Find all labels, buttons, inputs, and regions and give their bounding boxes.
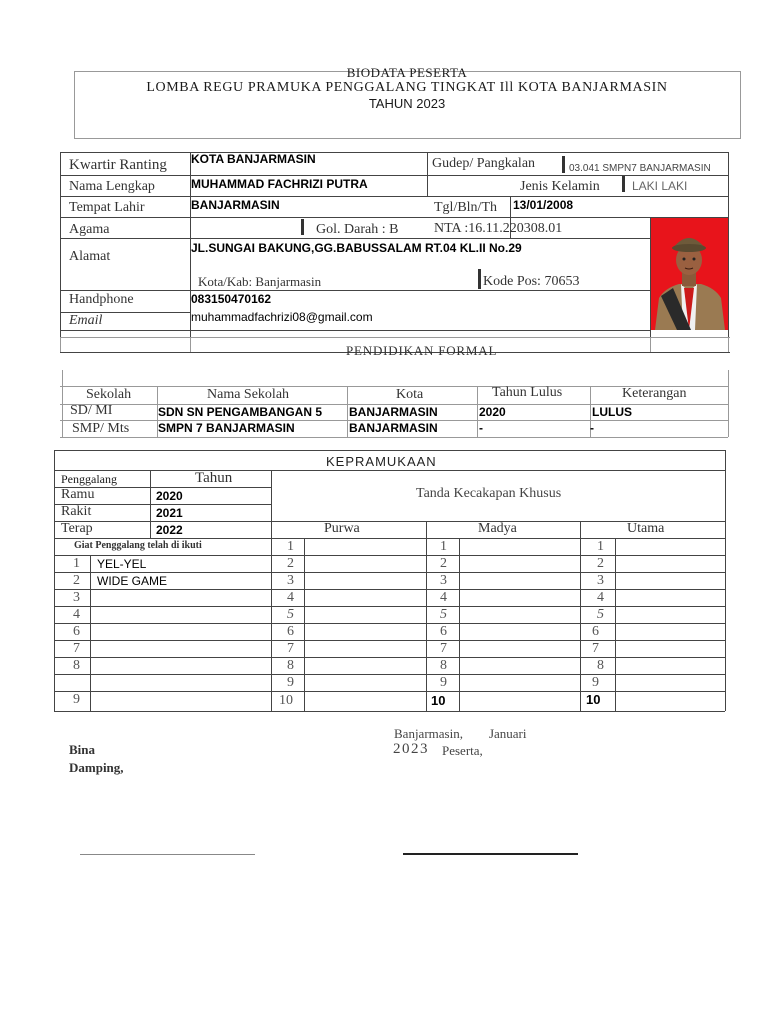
madya-num: 9 — [440, 675, 447, 690]
utama-num: 8 — [597, 658, 604, 673]
giat-no: 3 — [73, 590, 80, 605]
signature-line-pembina — [80, 854, 255, 855]
handphone-label: Handphone — [69, 292, 134, 307]
pendidikan-header-sekolah: Sekolah — [86, 387, 132, 402]
giat-no: 8 — [73, 658, 80, 673]
participant-photo — [651, 218, 728, 330]
terap-value: 2022 — [156, 523, 183, 537]
tempat-lahir-value: BANJARMASIN — [191, 198, 280, 212]
giat-name: WIDE GAME — [97, 574, 168, 588]
utama-num: 7 — [592, 641, 599, 656]
utama-num: 3 — [597, 573, 604, 588]
row-tahun: 2020 — [479, 405, 506, 419]
giat-no: 1 — [73, 556, 80, 571]
jenis-kelamin-value: LAKI LAKI — [632, 179, 688, 193]
row-kota: BANJARMASIN — [349, 421, 438, 435]
rakit-value: 2021 — [156, 506, 183, 520]
madya-num: 6 — [440, 624, 447, 639]
row-tahun: - — [479, 421, 483, 435]
terap-label: Terap — [61, 521, 93, 536]
giat-name: YEL-YEL — [97, 557, 147, 571]
madya-num: 4 — [440, 590, 447, 605]
purwa-num: 8 — [287, 658, 294, 673]
madya-num: 1 — [440, 539, 447, 554]
signature-line-peserta — [403, 853, 578, 855]
madya-num: 10 — [431, 693, 446, 708]
purwa-num: 6 — [287, 624, 294, 639]
purwa-num: 2 — [287, 556, 294, 571]
utama-num: 9 — [592, 675, 599, 690]
giat-no: 7 — [73, 641, 80, 656]
tgl-lahir-value: 13/01/2008 — [513, 198, 574, 212]
purwa-num: 5 — [287, 607, 294, 622]
madya-num: 2 — [440, 556, 447, 571]
place-date: Banjarmasin, Januari — [394, 726, 527, 741]
purwa-num: 10 — [279, 693, 293, 708]
email-value: muhammadfachrizi08@gmail.com — [191, 310, 373, 324]
giat-no: 9 — [73, 692, 80, 707]
pendidikan-title: PENDIDIKAN FORMAL — [346, 343, 498, 358]
utama-num: 6 — [592, 624, 599, 639]
alamat-value: JL.SUNGAI BAKUNG,GG.BABUSSALAM RT.04 KL.II No.29 — [191, 241, 522, 255]
purwa-num: 1 — [287, 539, 294, 554]
utama-label: Utama — [627, 521, 665, 536]
row-nama: SMPN 7 BANJARMASIN — [158, 421, 295, 435]
header-line-1: BIODATA PESERTA — [346, 65, 468, 80]
kode-pos-label: Kode Pos: 70653 — [483, 274, 580, 289]
jenis-kelamin-label: Jenis Kelamin — [520, 179, 600, 194]
row-level: SD/ MI — [70, 403, 113, 418]
madya-num: 3 — [440, 573, 447, 588]
handphone-value: 083150470162 — [191, 292, 272, 306]
gudep-value: 03.041 SMPN7 BANJARMASIN — [569, 163, 711, 174]
agama-label: Agama — [69, 222, 110, 237]
kwartir-label: Kwartir Ranting — [69, 157, 167, 173]
alamat-label: Alamat — [69, 249, 111, 264]
gudep-label: Gudep/ Pangkalan — [432, 156, 536, 171]
row-level: SMP/ Mts — [72, 421, 130, 436]
penggalang-label: Penggalang — [61, 472, 117, 486]
giat-label: Giat Penggalang telah di ikuti — [74, 540, 202, 551]
pendidikan-header-kota: Kota — [396, 387, 424, 402]
row-kota: BANJARMASIN — [349, 405, 438, 419]
kepramukaan-title: KEPRAMUKAAN — [326, 454, 437, 469]
nama-value: MUHAMMAD FACHRIZI PUTRA — [191, 177, 368, 191]
bina-label: Bina — [69, 742, 96, 757]
pendidikan-header-ket: Keterangan — [622, 386, 687, 401]
gol-darah-label: Gol. Darah : B — [316, 222, 399, 237]
pendidikan-header-tahun: Tahun Lulus — [492, 385, 563, 400]
pendidikan-header-nama: Nama Sekolah — [207, 387, 290, 402]
row-ket: LULUS — [592, 405, 632, 419]
signature-year: 2023 — [393, 741, 429, 757]
tgl-lahir-label: Tgl/Bln/Th — [434, 200, 497, 215]
madya-label: Madya — [478, 521, 517, 536]
row-nama: SDN SN PENGAMBANGAN 5 — [158, 405, 323, 419]
nta-label: NTA :16.11.220308.01 — [434, 221, 563, 236]
email-label: Email — [69, 313, 103, 328]
tahun-label: Tahun — [195, 470, 233, 486]
utama-num: 2 — [597, 556, 604, 571]
purwa-num: 3 — [287, 573, 294, 588]
utama-num: 5 — [597, 607, 604, 622]
purwa-label: Purwa — [324, 521, 360, 536]
utama-num: 4 — [597, 590, 604, 605]
nama-label: Nama Lengkap — [69, 179, 155, 194]
damping-label: Damping, — [69, 760, 124, 775]
purwa-num: 9 — [287, 675, 294, 690]
tkk-label: Tanda Kecakapan Khusus — [416, 486, 562, 501]
purwa-num: 4 — [287, 590, 294, 605]
purwa-num: 7 — [287, 641, 294, 656]
madya-num: 8 — [440, 658, 447, 673]
kwartir-value: KOTA BANJARMASIN — [191, 152, 316, 166]
peserta-label: Peserta, — [442, 743, 483, 758]
utama-num: 1 — [597, 539, 604, 554]
giat-no: 4 — [73, 607, 80, 622]
ramu-label: Ramu — [61, 487, 95, 502]
header-line-3: TAHUN 2023 — [368, 96, 446, 111]
kota-kab-label: Kota/Kab: Banjarmasin — [198, 274, 322, 289]
madya-num: 7 — [440, 641, 447, 656]
ramu-value: 2020 — [156, 489, 183, 503]
madya-num: 5 — [440, 607, 447, 622]
row-ket: - — [590, 421, 594, 435]
utama-num: 10 — [586, 692, 601, 707]
giat-no: 6 — [73, 624, 80, 639]
rakit-label: Rakit — [61, 504, 92, 519]
header-line-2: LOMBA REGU PRAMUKA PENGGALANG TINGKAT Ill KOTA BANJARMASIN — [146, 80, 668, 95]
giat-no: 2 — [73, 573, 80, 588]
tempat-lahir-label: Tempat Lahir — [69, 200, 145, 215]
